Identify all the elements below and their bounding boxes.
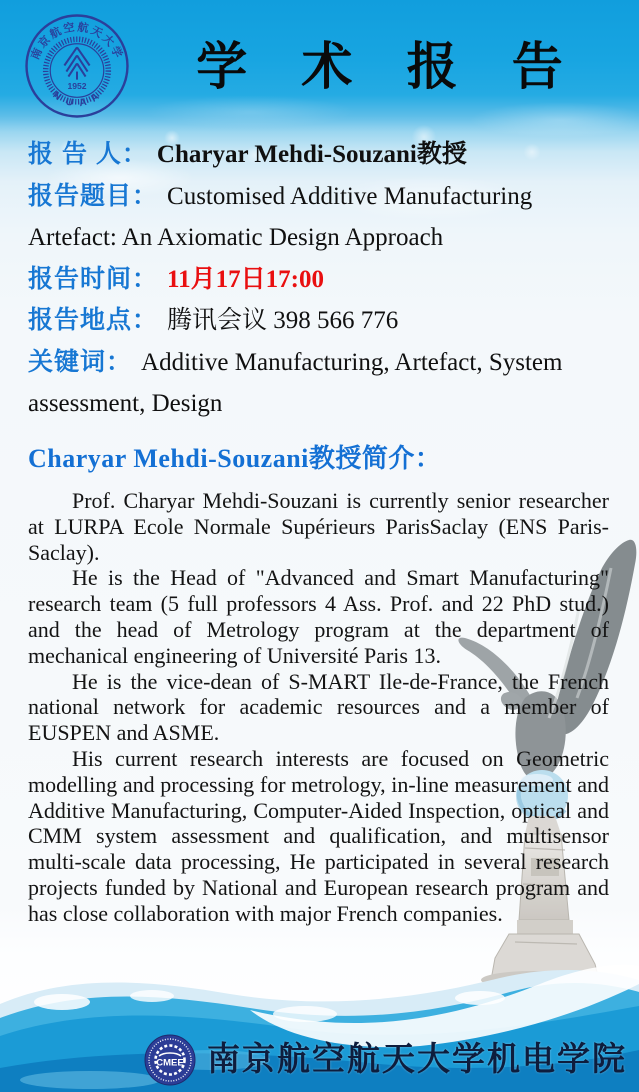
footer xyxy=(144,1034,627,1086)
venue-label: 报告地点： xyxy=(28,306,159,334)
cmee-logo-text: CMEE xyxy=(156,1057,184,1069)
nuaa-logo-year: 1952 xyxy=(67,81,87,92)
nuaa-logo-acronym: N U A A xyxy=(50,89,104,110)
bio-paragraph: His current research interests are focused on Geometric modelling and processing for metrology, in-line measurement and Additive Manufacturing, Computer-Aided Inspection, optical and CMM system assessment and qualification, and multisensor multi-scale data processing, He participated in several research projects funded by National and European research program and has close collaboration with major French companies. xyxy=(28,745,609,926)
bio-section xyxy=(28,438,609,927)
topic-line xyxy=(28,176,609,259)
header xyxy=(0,0,639,132)
bio-paragraph: He is the Head of "Advanced and Smart Manufacturing" research team (5 full professors 4 Ass. Prof. and 22 PhD stud.) and the head of Metrology program at the department of mechanical engineering of Université Paris 13. xyxy=(28,565,609,668)
keywords-value: Additive Manufacturing, Artefact, System assessment, Design xyxy=(28,348,563,417)
nuaa-logo-chevrons-icon xyxy=(64,47,89,79)
time-label: 报告时间： xyxy=(28,264,159,293)
college-name: 南京航空航天大学机电学院 xyxy=(207,1041,627,1078)
speaker-line xyxy=(28,134,609,176)
poster-title: 学 术 报 告 xyxy=(196,37,583,95)
speaker-title-suffix: 教授 xyxy=(416,140,467,168)
bio-heading: Charyar Mehdi-Souzani教授简介： xyxy=(28,444,442,473)
venue-line xyxy=(28,300,609,342)
speaker-name: Charyar Mehdi-Souzani xyxy=(156,141,417,168)
time-line xyxy=(28,259,609,301)
speaker-label: 报 告 人： xyxy=(28,140,148,168)
cmee-logo xyxy=(144,1034,196,1086)
nuaa-logo xyxy=(24,13,130,119)
time-value: 11月17日17:00 xyxy=(167,265,324,293)
keywords-label: 关键词： xyxy=(28,347,133,376)
topic-value: Customised Additive Manufacturing Artefact: An Axiomatic Design Approach xyxy=(28,182,533,251)
svg-text:N U A A xyxy=(51,90,104,109)
bio-paragraph: He is the vice-dean of S-MART Ile-de-France, the French national network for academic resources and a member of EUSPEN and ASME. xyxy=(28,668,609,746)
topic-label: 报告题目： xyxy=(28,181,159,210)
bio-paragraph: Prof. Charyar Mehdi-Souzani is currently senior researcher at LURPA Ecole Normale Supérieurs ParisSaclay (ENS Paris-Saclay). xyxy=(28,488,609,565)
venue-value: 腾讯会议 398 566 776 xyxy=(167,307,399,334)
info-section xyxy=(28,134,609,425)
nuaa-logo-university-name: 南京航空航天大学 xyxy=(29,21,125,62)
keywords-line xyxy=(28,342,609,425)
